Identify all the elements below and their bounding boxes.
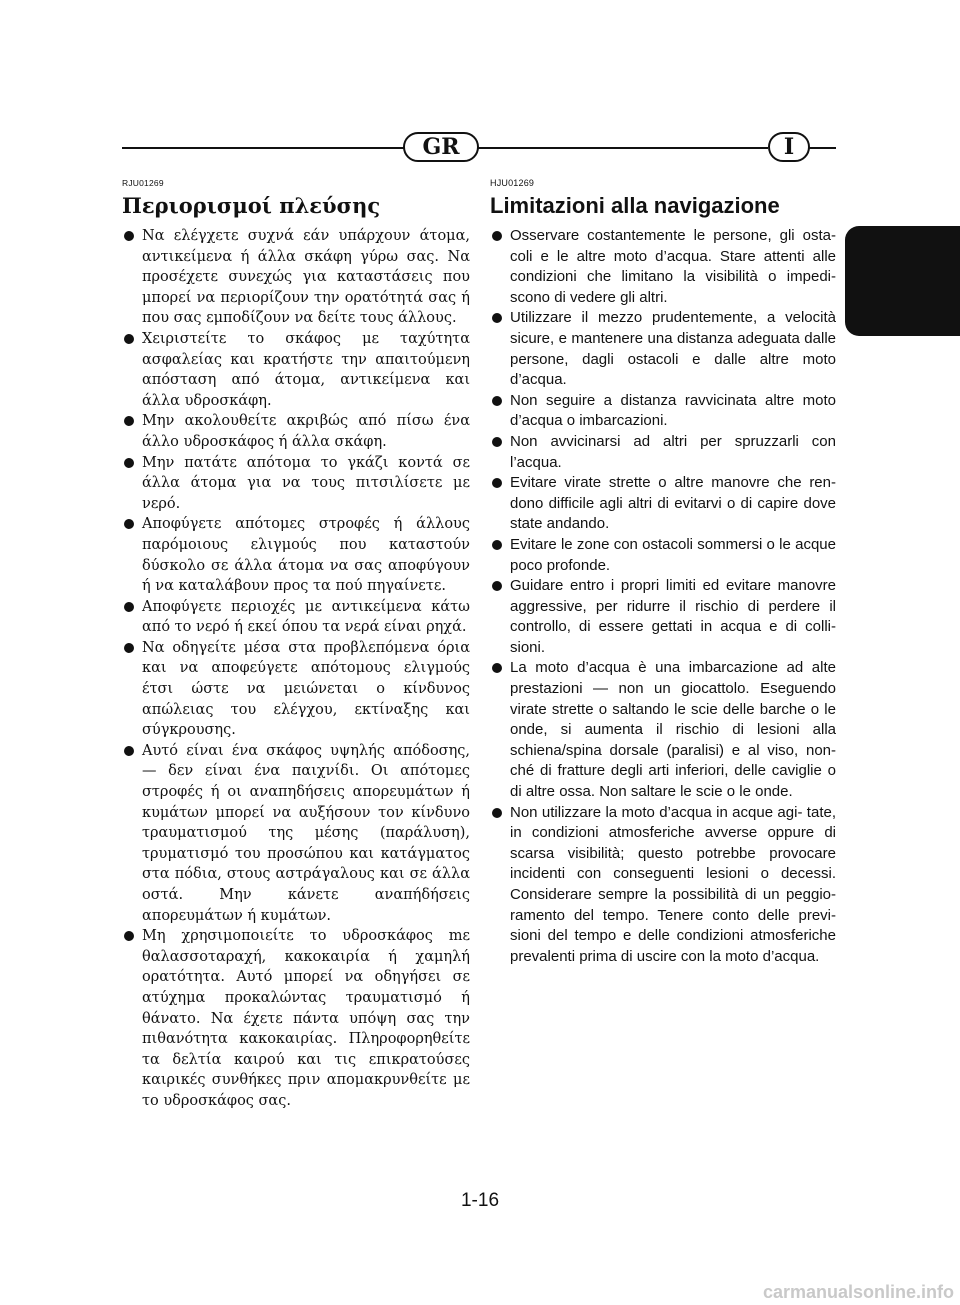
italian-item-text: Guidare entro i propri limiti ed evitare manovre aggressive, per ridurre il rischio di perdere il controllo, di essere gettati in acqua e di colli- sioni. — [510, 577, 836, 656]
greek-section-title: Περιορισμοί πλεύσης — [122, 193, 381, 218]
greek-item-text: Να οδηγείτε μέσα στα προβλεπόμενα όρια και να αποφεύγετε απότομους ελιγμούς έτσι ώστε να μειώνεται ο κίνδυνος απώλειας του ελέγχου, εκτίναξης και σύγκρουσης. — [142, 639, 470, 739]
bullet-icon — [124, 602, 134, 612]
bullet-icon — [124, 416, 134, 426]
bullet-icon — [492, 663, 502, 673]
bullet-icon — [124, 746, 134, 756]
greek-list-item — [122, 741, 470, 926]
italian-column — [490, 178, 836, 967]
italian-item-text: Non utilizzare la moto d’acqua in acque agi- tate, in condizioni atmosferiche avverse oppure di scarsa visibilità; questo potrebbe provocare incidenti con conseguenti lesioni o decessi. Considerare sempre la possibilità di un peggio- ramento del tempo. Tenere conto delle previ- sioni del tempo e delle condizioni atmosferiche prevalenti prima di uscire con la moto d’acqua. — [510, 803, 836, 965]
bullet-icon — [124, 643, 134, 653]
greek-reference-code: RJU01269 — [122, 178, 164, 188]
bullet-icon — [492, 437, 502, 447]
italian-list-item — [490, 803, 836, 968]
italian-item-text: Osservare costantemente le persone, gli osta- coli e le altre moto d’acqua. Stare attenti alle condizioni che limitano la visibilità o impedi- scono di vedere gli altri. — [510, 227, 836, 306]
italian-item-text: La moto d’acqua è una imbarcazione ad alte prestazioni — non un giocattolo. Eseguendo virate strette o saltando le scie delle barche o le onde, si aumenta il rischio di lesioni alla schiena/spina dorsale (paralisi) e al viso, non- ché di fratture degli arti inferiori, delle caviglie o di altre ossa. Non saltare le scie o le onde. — [510, 659, 836, 801]
bullet-icon — [124, 458, 134, 468]
greek-list-item — [122, 514, 470, 596]
bullet-icon — [124, 931, 134, 941]
italian-list-item — [490, 535, 836, 576]
bullet-icon — [492, 581, 502, 591]
italian-item-text: Non seguire a distanza ravvicinata altre moto d’acqua o imbarcazioni. — [510, 391, 836, 430]
greek-list-item — [122, 453, 470, 515]
greek-list-item — [122, 226, 470, 329]
language-badge-greek — [403, 132, 479, 162]
italian-item-text: Utilizzare il mezzo prudentemente, a velocità sicure, e mantenere una distanza adeguata dalle persone, dagli ostacoli e dalle altre moto d’acqua. — [510, 309, 836, 389]
bullet-icon — [124, 231, 134, 241]
italian-list-item — [490, 576, 836, 658]
bullet-icon — [492, 808, 502, 818]
bullet-icon — [492, 540, 502, 550]
greek-item-text: Αυτό είναι ένα σκάφος υψηλής απόδοσης, — δεν είναι ένα παιχνίδι. Οι απότομες στροφές ή οι αναπηδήσεις απορευμάτων ή κυμάτων μπορεί να αυξήσουν τον κίνδυνο τραυματισμού της μέσης (παράλυση), τρυματισμό του προσώπου και κατάγματος στα πόδια, στους αστράγαλους και σε άλλα οστά. Μην κάνετε αναπήδήσεις απορευμάτων ή κυμάτων. — [142, 742, 470, 924]
italian-list-item — [490, 432, 836, 473]
bullet-icon — [492, 313, 502, 323]
bullet-icon — [124, 334, 134, 344]
chapter-tab-marker — [845, 226, 960, 336]
bullet-icon — [124, 519, 134, 529]
greek-item-text: Μην πατάτε απότομα το γκάζι κοντά σε άλλα άτομα για να τους πιτσιλίσετε με νερό. — [142, 454, 470, 512]
greek-list-item — [122, 926, 470, 1111]
language-code-italian: I — [783, 134, 795, 160]
italian-item-text: Non avvicinarsi ad altri per spruzzarli con l’acqua. — [510, 432, 836, 471]
watermark: carmanualsonline.info — [762, 1282, 954, 1302]
italian-reference-code: HJU01269 — [490, 178, 535, 188]
greek-list-item — [122, 597, 470, 638]
greek-item-text: Αποφύγετε απότομες στροφές ή άλλους παρόμοιους ελιγμούς που καταστούν δύσκολο σε άλλα άτομα να σας αποφύγουν ή να καταλάβουν προς τα πού πηγαίνετε. — [142, 516, 470, 595]
italian-item-text: Evitare virate strette o altre manovre che ren- dono difficile agli altri di evitarvi o di capire dove state andando. — [510, 474, 836, 533]
italian-list-item — [490, 226, 836, 308]
header-rule-middle — [478, 147, 768, 149]
language-badge-italian — [768, 132, 810, 162]
language-code-greek: GR — [422, 134, 460, 160]
header-rule-right — [808, 147, 836, 149]
greek-item-text: Να ελέγχετε συχνά εάν υπάρχουν άτομα, αντικείμενα ή άλλα σκάφη γύρω σας. Να προσέχετε συνεχώς για καταστάσεις που μπορεί να περιορίζουν την ορατότητά σας ή που σας εμποδίζουν να δείτε τους άλλους. — [142, 228, 470, 327]
greek-list-item — [122, 638, 470, 741]
italian-bullet-list — [490, 226, 836, 967]
greek-item-text: Μην ακολουθείτε ακριβώς από πίσω ένα άλλο υδροσκάφος ή άλλα σκάφη. — [142, 413, 470, 450]
greek-item-text: Αποφύγετε περιοχές με αντικείμενα κάτω από το νερό ή εκεί όπου τα νερά είναι ρηχά. — [142, 598, 470, 636]
bullet-icon — [492, 231, 502, 241]
italian-section-title: Limitazioni alla navigazione — [490, 193, 780, 218]
greek-bullet-list — [122, 226, 470, 1112]
greek-list-item — [122, 411, 470, 452]
header-rule-left — [122, 147, 404, 149]
page-number: 1-16 — [460, 1190, 500, 1211]
italian-list-item — [490, 391, 836, 432]
greek-item-text: Μη χρησιμοποιείτε το υδροσκάφος mε θαλασσοταραχή, κακοκαιρία ή χαμηλή ορατότητα. Αυτό μπορεί να οδηγήσει σε ατύχημα προκαλώντας τραυματισμό ή θάνατο. Να έχετε πάντα υπόψη σας την πιθανότητα κακοκαιρίας. Πληροφορηθείτε τα δελτία καιρού και τις επικρατούσες καιρικές συνθήκες πριν απομακρυνθείτε με το υδροσκάφος σας. — [142, 928, 470, 1109]
italian-list-item — [490, 473, 836, 535]
greek-item-text: Χειριστείτε το σκάφος με ταχύτητα ασφαλείας και κρατήστε την απαιτούμενη απόσταση από άτομα, αντικείμενα και άλλα υδροσκάφη. — [142, 330, 470, 409]
bullet-icon — [492, 478, 502, 488]
italian-item-text: Evitare le zone con ostacoli sommersi o le acque poco profonde. — [510, 535, 836, 574]
greek-list-item — [122, 329, 470, 411]
bullet-icon — [492, 396, 502, 406]
italian-list-item — [490, 308, 836, 390]
italian-list-item — [490, 658, 836, 802]
greek-column — [122, 178, 470, 1112]
